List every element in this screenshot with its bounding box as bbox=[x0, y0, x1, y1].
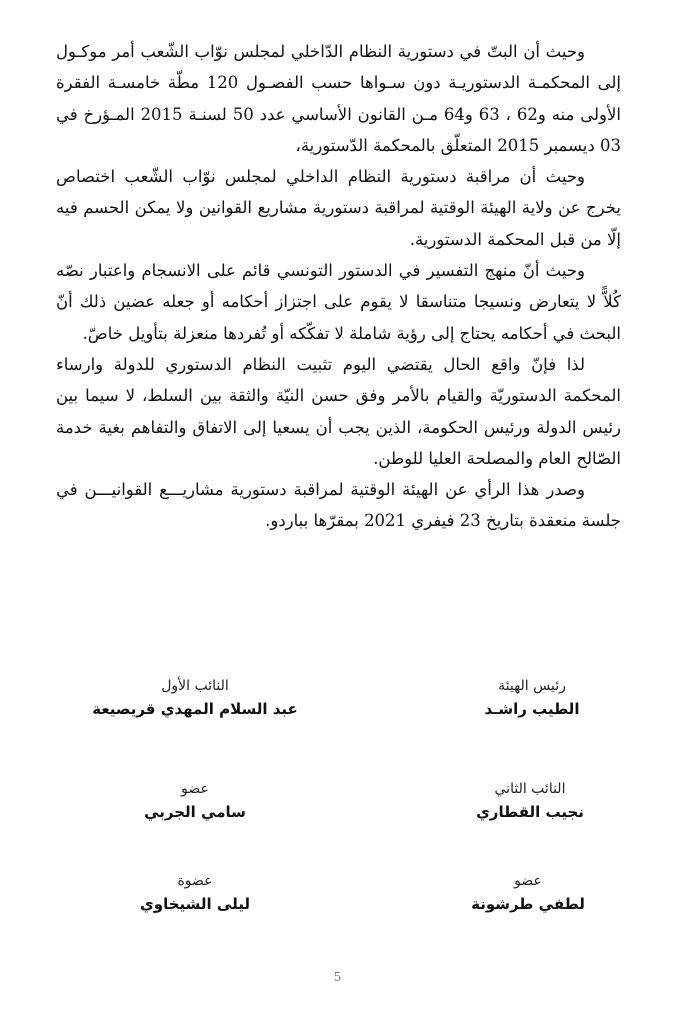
signature-role: عضو bbox=[514, 873, 542, 889]
paragraph-5: وصدر هذا الرأي عن الهيئة الوقتية لمراقبة دستورية مشاريـــع القوانيـــن في جلسة منعقدة بتاريخ 23 فيفري 2021 بمقرّها بباردو. bbox=[56, 480, 621, 531]
document-body bbox=[56, 36, 621, 537]
signature-member-3 bbox=[95, 870, 295, 916]
signature-name: سامي الجربي bbox=[144, 803, 246, 821]
paragraph-2: وحيث أن مراقبة دستورية النظام الداخلي لمجلس نوّاب الشّعب اختصاص يخرج عن ولاية الهيئة الوقتية لمراقبة دستورية مشاريع القوانين ولا يمكن الحسم فيه إلّا من قبل المحكمة الدستورية. bbox=[56, 167, 621, 249]
signature-name: لطفي طرشونة bbox=[471, 895, 585, 913]
signature-name: الطيب راشـد bbox=[484, 700, 580, 718]
signature-role: رئيس الهيئة bbox=[498, 678, 566, 694]
signature-first-deputy bbox=[70, 675, 320, 721]
page-number: 5 bbox=[333, 970, 342, 984]
signature-role: النائب الثاني bbox=[494, 781, 566, 797]
signature-name: نجيب القطاري bbox=[476, 803, 584, 821]
signature-president bbox=[447, 675, 617, 721]
signature-second-deputy bbox=[445, 778, 615, 824]
signature-role: عضو bbox=[181, 781, 209, 797]
signature-role: عضوة bbox=[177, 873, 213, 889]
signature-block bbox=[0, 675, 675, 935]
paragraph-1: وحيث أن البتّ في دستورية النظام الدّاخلي لمجلس نوّاب الشّعب أمر موكـول إلى المحكمـة الدستوريـة دون سـواها حسب الفصـول 120 مطّة خامسـة الفقرة الأولى منه و62 ، 63 و64 مـن القانون الأساسي عدد 50 لسنـة 2015 المـؤرخ في 03 ديسمبر 2015 المتعلّق بالمحكمة الدّستورية، bbox=[56, 42, 621, 155]
signature-name: عبد السلام المهدي قريصيعة bbox=[92, 700, 298, 718]
signature-member-1 bbox=[95, 778, 295, 824]
signature-name: ليلى الشيخاوي bbox=[140, 895, 250, 913]
signature-member-2 bbox=[443, 870, 613, 916]
signature-role: النائب الأول bbox=[161, 678, 229, 694]
paragraph-4: لذا فإنّ واقع الحال يقتضي اليوم تثبيت النظام الدستوري للدولة وارساء المحكمة الدستوريّة والقيام بالأمر وفق حسن النيّة والثقة بين السلط، لا سيما بين رئيس الدولة ورئيس الحكومة، الذين يجب أن يسعيا إلى الاتفاق والتفاهم بغية خدمة الصّالح العام والمصلحة العليا للوطن. bbox=[56, 354, 621, 468]
paragraph-3: وحيث أنّ منهج التفسير في الدستور التونسي قائم على الانسجام واعتبار نصّه كُلاًّ لا يتعارض ونسيجا متناسقا لا يقوم على اجتزاز أحكامه أو جعله عضين ذلك أنّ البحث في أحكامه يحتاج إلى رؤية شاملة لا تفكّكه أو تُفردها منعزلة بتأويل خاصّ. bbox=[56, 261, 621, 343]
